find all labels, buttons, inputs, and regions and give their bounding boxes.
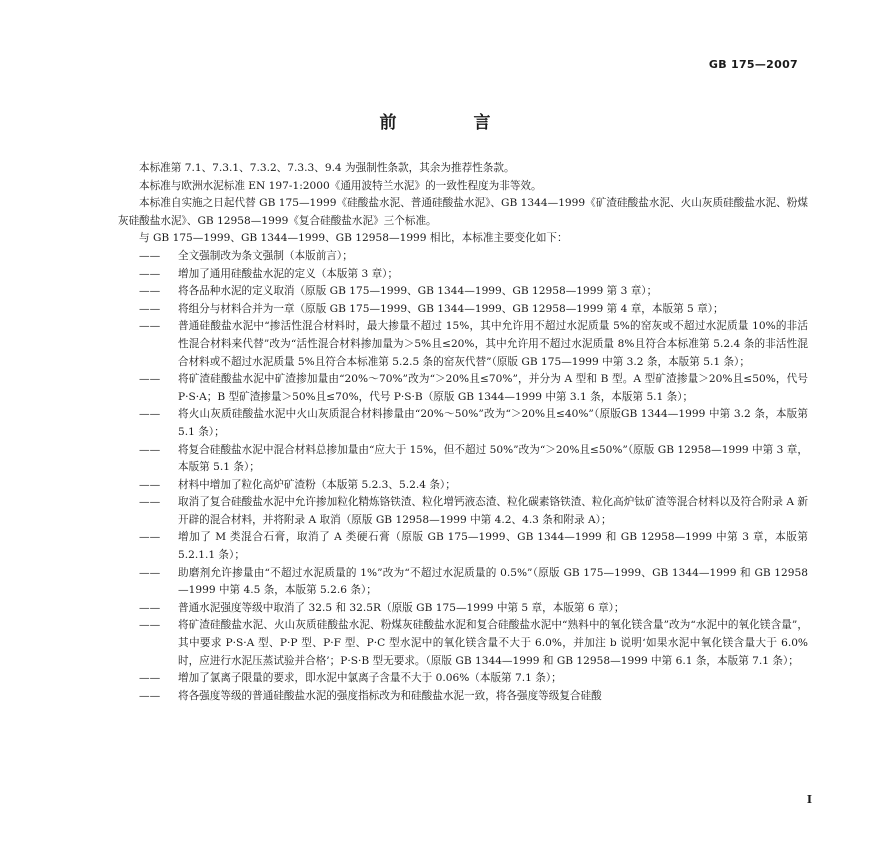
- page-title: 前 言: [379, 113, 521, 133]
- change-text: 将组分与材料合并为一章（原版 GB 175—1999、GB 1344—1999、GB 12958—1999 第 4 章，本版第 5 章）；: [178, 302, 724, 315]
- dash-marker: ——: [139, 302, 161, 315]
- change-item: [118, 266, 808, 284]
- change-text: 普通硅酸盐水泥中“掺活性混合材料时，最大掺量不超过 15%，其中允许用不超过水泥质量 5%的窑灰或不超过水泥质量 10%的非活性混合材料来代替”改为“活性混合材料掺加量为＞5%且≤20%，其中允许用不超过水泥质量 8%且符合本标准第 5.2.4 条的非活性混合材料或不超过水泥质量 5%且符合本标准第 5.2.5 条的窑灰代替”（原版 GB 175—1999 中第 3.2 条，本版第 5.1 条）；: [178, 320, 808, 368]
- change-item: [118, 477, 808, 495]
- change-item: [118, 688, 808, 706]
- change-text: 将矿渣硅酸盐水泥中矿渣掺加量由“20%～70%”改为“＞20%且≤70%”，并分为 A 型和 B 型。A 型矿渣掺量＞20%且≤50%，代号 P·S·A；B 型矿渣掺量＞50%且≤70%，代号 P·S·B（原版 GB 1344—1999 中第 3.1 条，本版第 5.1 条）；: [178, 373, 808, 403]
- change-text: 增加了通用硅酸盐水泥的定义（本版第 3 章）；: [178, 267, 399, 280]
- dash-marker: ——: [139, 689, 161, 702]
- change-text: 全文强制改为条文强制（本版前言）；: [178, 249, 353, 262]
- change-text: 增加了 M 类混合石膏，取消了 A 类硬石膏（原版 GB 175—1999、GB 1344—1999 和 GB 12958—1999 中第 3 章，本版第 5.2.1.1 条）；: [178, 531, 808, 562]
- change-item: [118, 406, 808, 441]
- change-list: [118, 248, 808, 705]
- dash-marker: ——: [139, 267, 161, 280]
- change-item: [118, 529, 808, 564]
- dash-marker: ——: [139, 285, 161, 298]
- change-text: 增加了氯离子限量的要求，即水泥中氯离子含量不大于 0.06%（本版第 7.1 条）；: [178, 672, 562, 685]
- change-item: [118, 283, 808, 301]
- change-item: [118, 371, 808, 406]
- change-text: 取消了复合硅酸盐水泥中允许掺加粒化精炼铬铁渣、粒化增钙液态渣、粒化碳素铬铁渣、粒化高炉钛矿渣等混合材料以及符合附录 A 新开辟的混合材料，并将附录 A 取消（原版 GB 12958—1999 中第 4.2、4.3 条和附录 A）；: [178, 496, 808, 526]
- change-item: [118, 494, 808, 529]
- dash-marker: ——: [139, 601, 161, 614]
- paragraph: 与 GB 175—1999、GB 1344—1999、GB 12958—1999 相比，本标准主要变化如下：: [139, 232, 568, 245]
- dash-marker: ——: [139, 531, 161, 544]
- change-item: [118, 442, 808, 477]
- change-text: 助磨剂允许掺量由“不超过水泥质量的 1%”改为“不超过水泥质量的 0.5%”（原版 GB 175—1999、GB 1344—1999 和 GB 12958—1999 中第 4.5 条，本版第 5.2.6 条）；: [178, 566, 808, 597]
- dash-marker: ——: [139, 443, 161, 456]
- document-body: [118, 160, 808, 705]
- change-item: [118, 617, 808, 670]
- change-item: [118, 318, 808, 371]
- change-text: 将火山灰质硅酸盐水泥中火山灰质混合材料掺量由“20%～50%”改为“＞20%且≤40%”（原版GB 1344—1999 中第 3.2 条，本版第 5.1 条）；: [178, 408, 808, 438]
- paragraph: 本标准自实施之日起代替 GB 175—1999《硅酸盐水泥、普通硅酸盐水泥》、GB 1344—1999《矿渣硅酸盐水泥、火山灰质硅酸盐水泥、粉煤灰硅酸盐水泥》、GB 12958—1999《复合硅酸盐水泥》三个标准。: [118, 197, 808, 227]
- dash-marker: ——: [139, 408, 161, 421]
- dash-marker: ——: [139, 496, 161, 509]
- standard-code: GB 175—2007: [708, 58, 798, 71]
- dash-marker: ——: [139, 619, 161, 632]
- page-number: I: [806, 793, 812, 806]
- dash-marker: ——: [139, 566, 161, 579]
- change-text: 将矿渣硅酸盐水泥、火山灰质硅酸盐水泥、粉煤灰硅酸盐水泥和复合硅酸盐水泥中“熟料中的氧化镁含量”改为“水泥中的氧化镁含量”，其中要求 P·S·A 型、P·P 型、P·F 型、P·C 型水泥中的氧化镁含量不大于 6.0%，并加注 b 说明‘如果水泥中氧化镁含量大于 6.0%时，应进行水泥压蒸试验并合格’；P·S·B 型无要求。（原版 GB 1344—1999 和 GB 12958—1999 中第 6.1 条，本版第 7.1 条）；: [178, 619, 808, 667]
- change-item: [118, 248, 808, 266]
- change-text: 将各强度等级的普通硅酸盐水泥的强度指标改为和硅酸盐水泥一致，将各强度等级复合硅酸: [178, 689, 602, 702]
- dash-marker: ——: [139, 249, 161, 262]
- change-text: 将复合硅酸盐水泥中混合材料总掺加量由“应大于 15%，但不超过 50%”改为“＞20%且≤50%”（原版 GB 12958—1999 中第 3 章，本版第 5.1 条）；: [178, 443, 808, 474]
- dash-marker: ——: [139, 672, 161, 685]
- change-text: 材料中增加了粒化高炉矿渣粉（本版第 5.2.3、5.2.4 条）；: [178, 478, 456, 491]
- paragraph: 本标准与欧洲水泥标准 EN 197-1:2000《通用波特兰水泥》的一致性程度为非等效。: [139, 179, 542, 192]
- dash-marker: ——: [139, 373, 161, 386]
- dash-marker: ——: [139, 478, 161, 491]
- change-item: [118, 670, 808, 688]
- change-item: [118, 301, 808, 319]
- paragraph: 本标准第 7.1、7.3.1、7.3.2、7.3.3、9.4 为强制性条款，其余为推荐性条款。: [139, 162, 515, 174]
- change-text: 将各品种水泥的定义取消（原版 GB 175—1999、GB 1344—1999、GB 12958—1999 第 3 章）；: [178, 285, 658, 298]
- dash-marker: ——: [139, 320, 161, 333]
- change-item: [118, 600, 808, 618]
- change-item: [118, 565, 808, 600]
- change-text: 普通水泥强度等级中取消了 32.5 和 32.5R（原版 GB 175—1999 中第 5 章，本版第 6 章）；: [178, 601, 625, 614]
